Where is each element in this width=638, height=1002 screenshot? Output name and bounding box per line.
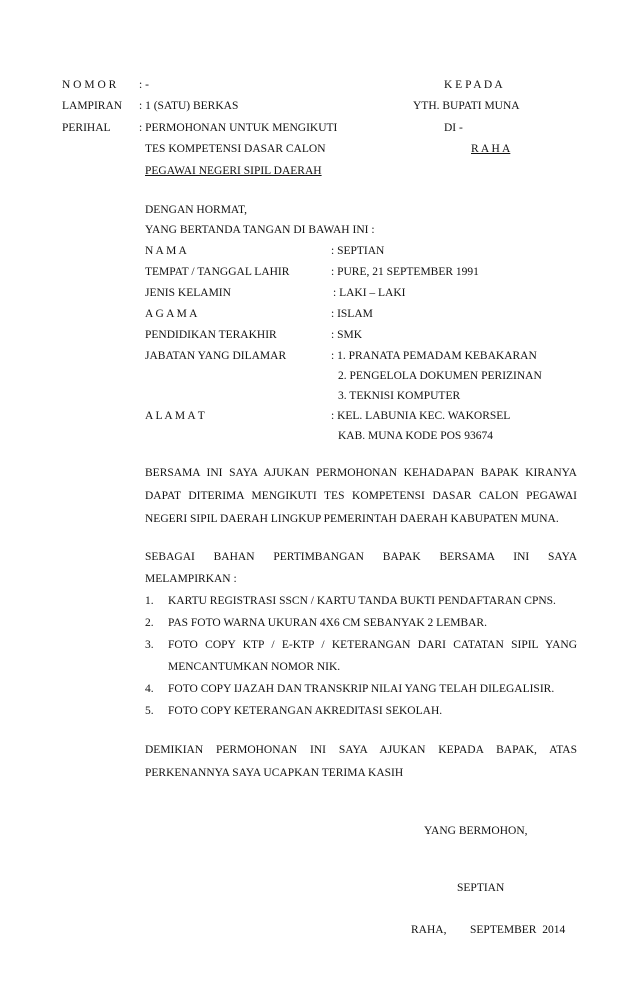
alamat-value-1: : KEL. LABUNIA KEC. WAKORSEL [331,410,511,422]
attachment-2-number: 2. [145,617,154,629]
lampiran-value: : 1 (SATU) BERKAS [139,100,239,112]
paragraph-1-line-1: BERSAMA INI SAYA AJUKAN PERMOHONAN KEHADAPAN BAPAK KIRANYA [145,467,577,479]
attachment-5-number: 5. [145,705,154,717]
paragraph-1-line-2: DAPAT DITERIMA MENGIKUTI TES KOMPETENSI DASAR CALON PEGAWAI [145,490,577,502]
di-label: DI - [444,122,463,134]
paragraph-2-line-1: SEBAGAI BAHAN PERTIMBANGAN BAPAK BERSAMA INI SAYA [145,551,577,563]
ttl-label: TEMPAT / TANGGAL LAHIR [145,266,290,278]
attachment-3-number: 3. [145,639,154,651]
ttl-value: : PURE, 21 SEPTEMBER 1991 [331,266,479,278]
lampiran-label: LAMPIRAN [62,100,123,112]
attachment-5-text: FOTO COPY KETERANGAN AKREDITASI SEKOLAH. [168,705,443,717]
agama-label: A G A M A [145,308,198,320]
signature-date: SEPTEMBER 2014 [470,924,566,936]
jabatan-value-1: : 1. PRANATA PEMADAM KEBAKARAN [331,350,537,362]
perihal-label: PERIHAL [62,122,111,134]
alamat-value-2: KAB. MUNA KODE POS 93674 [338,430,493,442]
jabatan-value-3: 3. TEKNISI KOMPUTER [338,390,461,402]
jabatan-label: JABATAN YANG DILAMAR [145,350,287,362]
jabatan-value-2: 2. PENGELOLA DOKUMEN PERIZINAN [338,370,542,382]
greeting: DENGAN HORMAT, [145,204,248,216]
signature-name: SEPTIAN [457,882,505,894]
nomor-label: N O M O R [62,79,117,91]
pendidikan-value: : SMK [331,329,362,341]
pendidikan-label: PENDIDIKAN TERAKHIR [145,329,277,341]
attachment-1-number: 1. [145,595,154,607]
attachment-3-continuation: MENCANTUMKAN NOMOR NIK. [168,661,341,673]
perihal-line-2: TES KOMPETENSI DASAR CALON [145,143,326,155]
attachment-2-text: PAS FOTO WARNA UKURAN 4X6 CM SEBANYAK 2 LEMBAR. [168,617,487,629]
nama-label: N A M A [145,245,187,257]
recipient-name: YTH. BUPATI MUNA [413,100,520,112]
nama-value: : SEPTIAN [331,245,385,257]
paragraph-2-line-2: MELAMPIRKAN : [145,573,237,585]
attachment-1-text: KARTU REGISTRASI SSCN / KARTU TANDA BUKTI PENDAFTARAN CPNS. [168,595,556,607]
closing-line-1: DEMIKIAN PERMOHONAN INI SAYA AJUKAN KEPADA BAPAK, ATAS [145,744,577,756]
perihal-line-1: : PERMOHONAN UNTUK MENGIKUTI [139,122,338,134]
signature-label: YANG BERMOHON, [424,825,528,837]
nomor-value: : - [139,79,149,91]
attachment-3-text: FOTO COPY KTP / E-KTP / KETERANGAN DARI CATATAN SIPIL YANG [168,639,577,651]
closing-line-2: PERKENANNYA SAYA UCAPKAN TERIMA KASIH [145,767,404,779]
alamat-label: A L A M A T [145,410,205,422]
jenis-kelamin-value: : LAKI – LAKI [333,287,406,299]
kepada-label: K E P A D A [444,79,503,91]
attachment-4-number: 4. [145,683,154,695]
attachment-4-text: FOTO COPY IJAZAH DAN TRANSKRIP NILAI YANG TELAH DILEGALISIR. [168,683,555,695]
paragraph-1-line-3: NEGERI SIPIL DAERAH LINGKUP PEMERINTAH DAERAH KABUPATEN MUNA. [145,513,559,525]
perihal-line-3: PEGAWAI NEGERI SIPIL DAERAH [145,165,322,177]
signature-place: RAHA, [411,924,447,936]
agama-value: : ISLAM [331,308,373,320]
recipient-city: R A H A [471,143,511,155]
jenis-kelamin-label: JENIS KELAMIN [145,287,231,299]
intro-line: YANG BERTANDA TANGAN DI BAWAH INI : [145,224,375,236]
